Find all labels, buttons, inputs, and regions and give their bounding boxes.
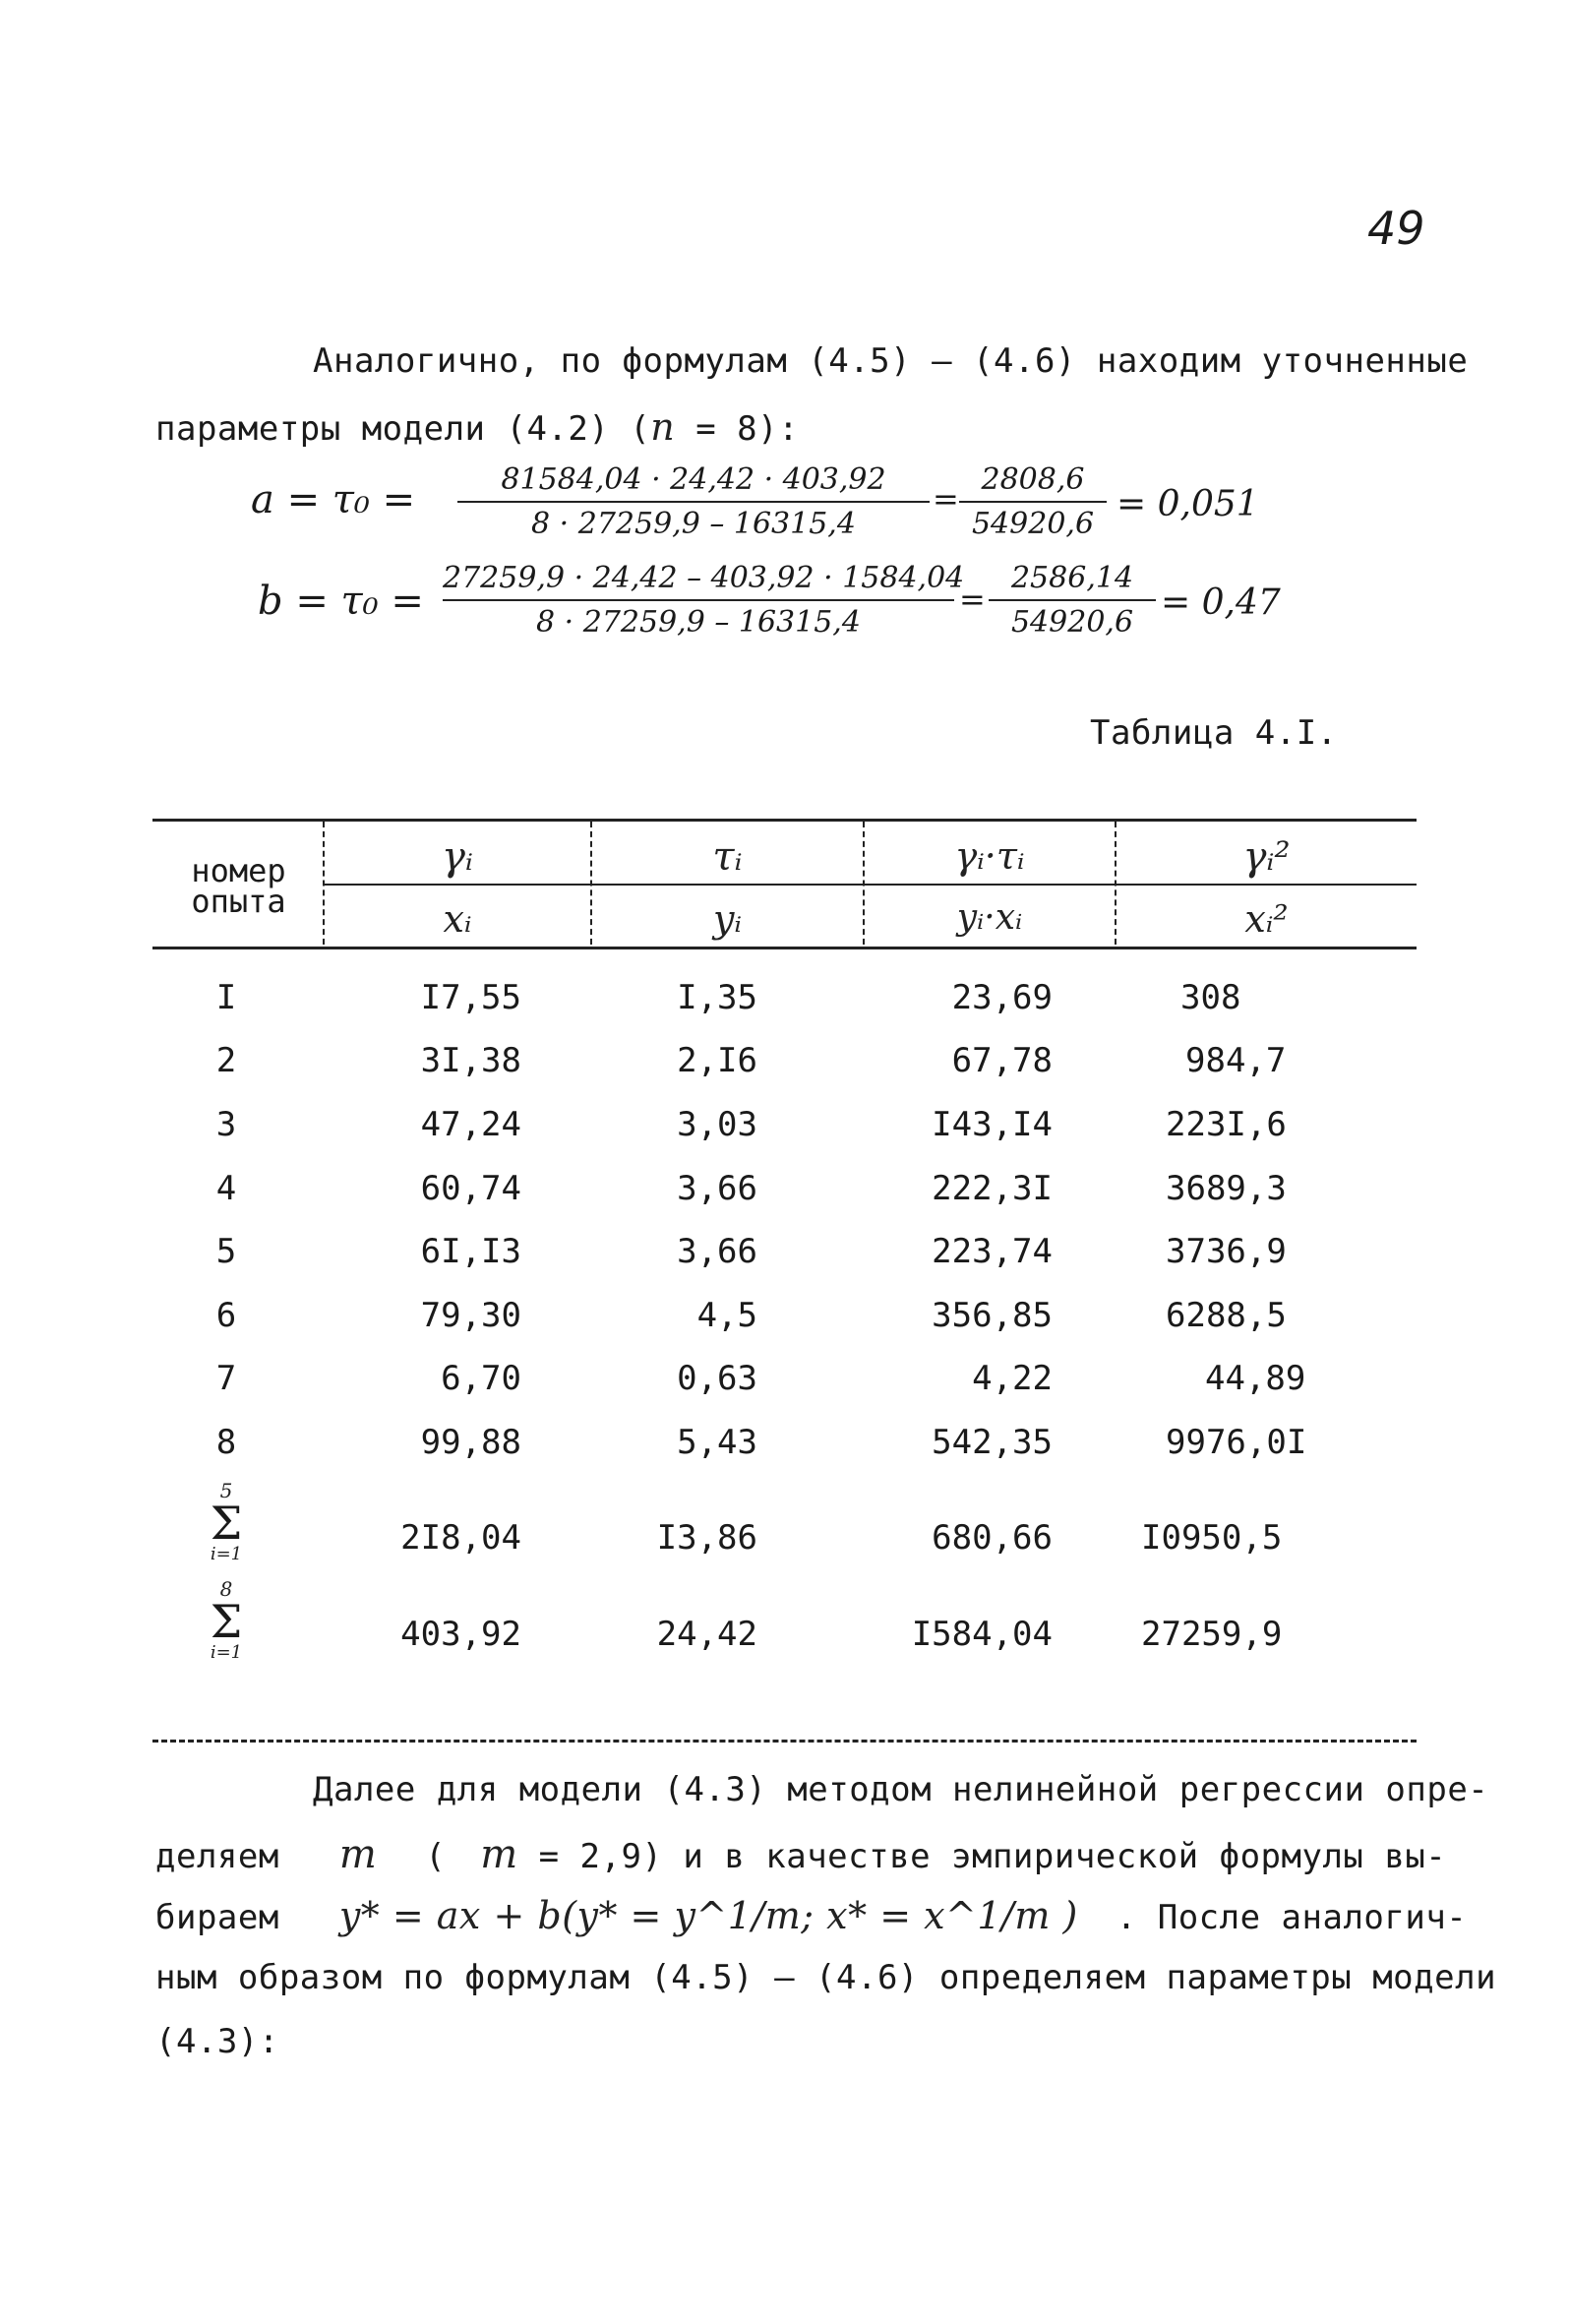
row-2-yx: 67,78 [951, 1041, 1053, 1080]
sum-8-x: 403,92 [400, 1615, 521, 1654]
formula-a-result: = 0,051 [1116, 484, 1259, 524]
intro-line-2 [155, 405, 800, 449]
para2-line-3 [155, 1894, 1468, 1937]
formula-a-denominator: 8 · 27259,9 – 16315,4 [531, 507, 856, 541]
row-6-x2: 6288,5 [1166, 1296, 1287, 1335]
row-6-y: 4,5 [696, 1296, 757, 1335]
sum-8-symbol [197, 1579, 256, 1662]
formula-a-den2: 54920,6 [971, 507, 1095, 541]
row-6-x: 79,30 [420, 1296, 521, 1335]
row-3-yx: I43,I4 [932, 1105, 1053, 1144]
row-3-number: 3 [215, 1105, 237, 1144]
para2-line-3-prefix: бираем [155, 1898, 279, 1937]
row-3-y: 3,03 [677, 1105, 757, 1144]
sum-8-yx: I584,04 [911, 1615, 1053, 1654]
row-2-y: 2,I6 [677, 1041, 757, 1080]
row-2-number: 2 [215, 1041, 237, 1080]
header-yx: yᵢ·xᵢ [956, 897, 1023, 938]
para2-line-2-prefix: деляем [155, 1837, 279, 1876]
sigma-icon: Σ [210, 1497, 243, 1550]
row-7-number: 7 [215, 1359, 237, 1398]
header-x-squared: xᵢ² [1244, 897, 1289, 941]
header-gamma-tau: γᵢ·τᵢ [954, 834, 1025, 878]
row-2-x2: 984,7 [1185, 1041, 1287, 1080]
formula-a-lhs: a = τ₀ = [251, 477, 416, 522]
formula-b-numerator: 27259,9 · 24,42 – 403,92 · 1584,04 [443, 561, 954, 601]
row-5-number: 5 [215, 1232, 237, 1271]
intro-line-2-suffix: = 8): [675, 409, 800, 449]
para2-line-5: (4.3): [155, 2022, 279, 2061]
intro-line-2-prefix: параметры модели (4.2) ( [155, 409, 651, 449]
header-number-line-1: номер [191, 852, 286, 889]
dashed-separator [152, 1740, 1417, 1743]
row-7-yx: 4,22 [972, 1359, 1053, 1398]
formula-a-num2: 2808,6 [959, 462, 1107, 503]
formula-a-fraction-2 [959, 462, 1107, 541]
intro-line-1: Аналогично, по формулам (4.5) – (4.6) находим уточненные [313, 341, 1469, 381]
formula-a-eq: = [933, 480, 959, 518]
intro-var-n: n [650, 405, 676, 449]
row-4-number: 4 [215, 1169, 237, 1208]
para2-var-m-1: m [338, 1832, 378, 1877]
sum-5-x2: I0950,5 [1141, 1518, 1283, 1558]
row-3-x: 47,24 [420, 1105, 521, 1144]
sum-8-x2: 27259,9 [1141, 1615, 1283, 1654]
para2-line-2 [155, 1832, 1447, 1877]
sigma-icon: Σ [210, 1595, 243, 1648]
row-7-y: 0,63 [677, 1359, 757, 1398]
row-4-x: 60,74 [420, 1169, 521, 1208]
row-4-x2: 3689,3 [1166, 1169, 1287, 1208]
row-5-x: 6I,I3 [420, 1232, 521, 1271]
sum-5-y: I3,86 [656, 1518, 757, 1558]
para2-line-3-suffix: . После аналогич- [1116, 1898, 1468, 1937]
table-caption: Таблица 4.I. [1090, 713, 1338, 753]
row-2-x: 3I,38 [420, 1041, 521, 1080]
row-4-y: 3,66 [677, 1169, 757, 1208]
row-8-number: 8 [215, 1423, 237, 1462]
sum-5-lower-limit: i=1 [210, 1544, 243, 1564]
para2-line-4: ным образом по формулам (4.5) – (4.6) определяем параметры модели [155, 1958, 1497, 1997]
row-6-yx: 356,85 [932, 1296, 1053, 1335]
row-7-x: 6,70 [441, 1359, 521, 1398]
sum-8-upper-limit: 8 [219, 1577, 233, 1601]
formula-b-fraction-2 [989, 561, 1156, 640]
formula-b-den2: 54920,6 [1010, 605, 1134, 640]
formula-b-fraction-1 [443, 561, 965, 640]
header-number-line-2: опыта [191, 883, 286, 920]
row-7-x2: 44,89 [1205, 1359, 1306, 1398]
table-mid-rule [325, 884, 1417, 886]
page-number: 49 [1367, 202, 1425, 255]
formula-a-numerator: 81584,04 · 24,42 · 403,92 [457, 462, 930, 503]
sum-5-yx: 680,66 [932, 1518, 1053, 1558]
row-1-number: I [215, 978, 237, 1017]
formula-a-fraction-1 [457, 462, 930, 541]
row-5-y: 3,66 [677, 1232, 757, 1271]
row-1-yx: 23,69 [951, 978, 1053, 1017]
header-x: xᵢ [443, 897, 472, 941]
row-5-yx: 223,74 [932, 1232, 1053, 1271]
formula-b-eq: = [959, 581, 986, 618]
para2-line-2-suffix: = 2,9) и в качестве эмпирической формулы вы- [517, 1837, 1447, 1876]
header-gamma: γᵢ [442, 834, 473, 880]
row-4-yx: 222,3I [932, 1169, 1053, 1208]
header-gamma-squared: γᵢ² [1242, 834, 1291, 880]
header-tau: τᵢ [712, 834, 743, 880]
sum-5-upper-limit: 5 [219, 1479, 233, 1502]
sum-5-x: 2I8,04 [400, 1518, 521, 1558]
formula-b-num2: 2586,14 [989, 561, 1156, 601]
para2-paren: ( [425, 1837, 447, 1876]
row-8-yx: 542,35 [932, 1423, 1053, 1462]
row-1-x2: 308 [1180, 978, 1241, 1017]
row-1-y: I,35 [677, 978, 757, 1017]
sum-8-y: 24,42 [656, 1615, 757, 1654]
formula-b-denominator: 8 · 27259,9 – 16315,4 [536, 605, 861, 640]
sum-5-symbol [197, 1481, 256, 1563]
para2-line-1: Далее для модели (4.3) методом нелинейной регрессии опре- [313, 1770, 1489, 1809]
sum-8-lower-limit: i=1 [210, 1642, 243, 1663]
row-3-x2: 223I,6 [1166, 1105, 1287, 1144]
row-1-x: I7,55 [420, 978, 521, 1017]
para2-empirical-formula: y* = ax + b(y* = y^1/m; x* = x^1/m ) [338, 1894, 1078, 1937]
para2-var-m-2: m [480, 1832, 518, 1877]
row-8-x2: 9976,0I [1166, 1423, 1307, 1462]
header-y: yᵢ [712, 897, 743, 941]
formula-b-result: = 0,47 [1161, 582, 1281, 623]
row-5-x2: 3736,9 [1166, 1232, 1287, 1271]
table-header-bottom-rule [152, 947, 1417, 949]
row-8-x: 99,88 [420, 1423, 521, 1462]
table-top-rule [152, 819, 1417, 822]
formula-b-lhs: b = τ₀ = [258, 579, 424, 624]
row-8-y: 5,43 [677, 1423, 757, 1462]
row-6-number: 6 [215, 1296, 237, 1335]
